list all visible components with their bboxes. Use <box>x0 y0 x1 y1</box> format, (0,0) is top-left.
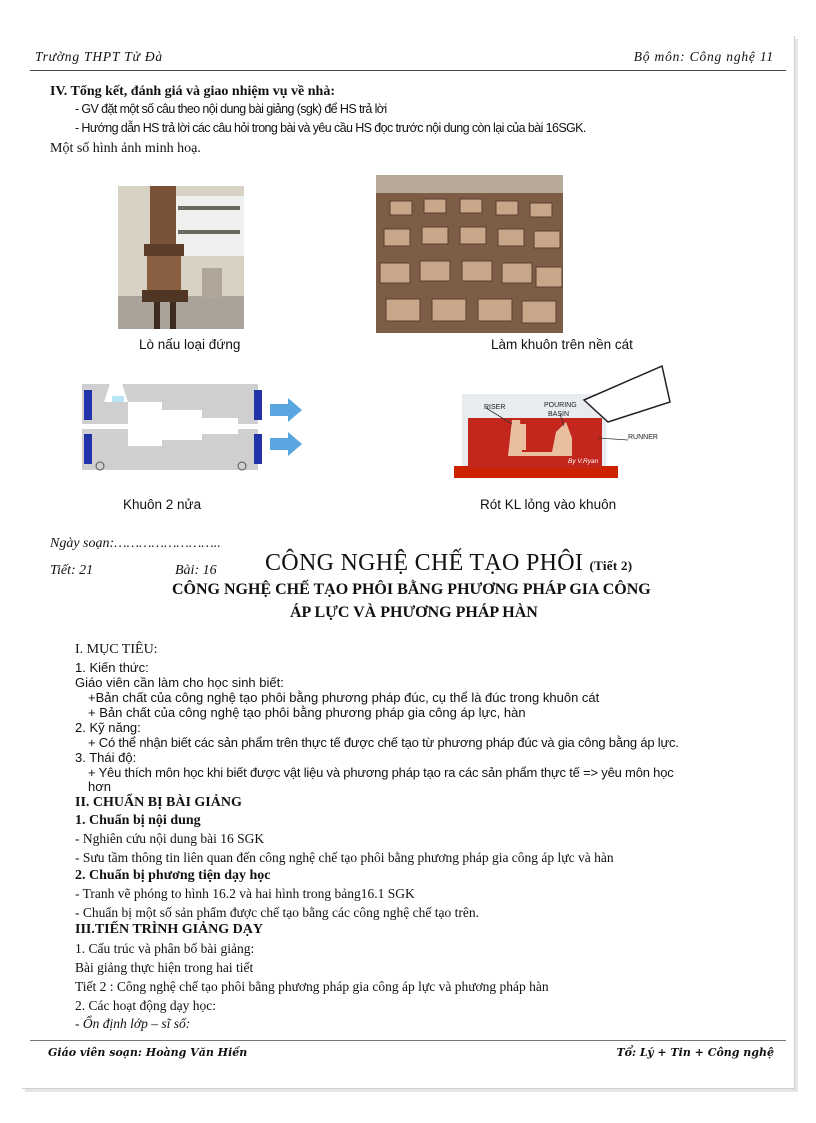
runner-label: RUNNER <box>628 434 658 441</box>
knowledge-intro: Giáo viên cần làm cho học sinh biết: <box>75 675 284 690</box>
content-prep-item-2: - Sưu tầm thông tin liên quan đến công nghệ chế tạo phôi bằng phương pháp gia công áp lực và hàn <box>75 850 614 865</box>
furnace-caption: Lò nấu loại đứng <box>139 337 241 352</box>
section-4-title: IV. Tổng kết, đánh giá và giao nhiệm vụ về nhà: <box>50 84 335 99</box>
knowledge-label: 1. Kiến thức: <box>75 660 149 675</box>
skills-label: 2. Kỹ năng: <box>75 720 141 735</box>
footer-group: Tổ: Lý + Tin + Công nghệ <box>616 1046 774 1059</box>
basin-label: BASIN <box>548 411 570 418</box>
structure-label: 1. Cấu trúc và phân bố bài giảng: <box>75 941 255 956</box>
illustrations-intro: Một số hình ảnh minh hoạ. <box>50 141 201 156</box>
procedure-heading: III.TIẾN TRÌNH GIẢNG DẠY <box>75 922 264 937</box>
pouring-label: POURING <box>544 402 577 409</box>
lesson-title-text: CÔNG NGHỆ CHẾ TẠO PHÔI <box>265 550 584 576</box>
header-divider <box>30 70 786 71</box>
two-part-mold-caption: Khuôn 2 nửa <box>123 497 202 512</box>
preparation-heading: II. CHUẨN BỊ BÀI GIẢNG <box>75 795 242 810</box>
lesson-title-suffix: (Tiết 2) <box>589 558 633 573</box>
lesson-subtitle-line-1: CÔNG NGHỆ CHẾ TẠO PHÔI BẰNG PHƯƠNG PHÁP GIA CÔNG <box>172 581 651 598</box>
header-department: Bộ môn: Công nghệ 11 <box>633 49 774 64</box>
attitude-label: 3. Thái độ: <box>75 750 137 765</box>
lesson-title <box>265 550 632 577</box>
sand-mold-drawing <box>376 175 563 333</box>
content-prep-item-1: - Nghiên cứu nội dung bài 16 SGK <box>75 831 265 846</box>
furnace-drawing <box>118 186 244 329</box>
content-prep-label: 1. Chuẩn bị nội dung <box>75 813 201 828</box>
header-school: Trường THPT Tử Đà <box>35 49 163 64</box>
section-4-item-2: - Hướng dẫn HS trả lời các câu hỏi trong bài và yêu cầu HS đọc trước nội dung còn lại của bài 16SGK. <box>75 121 586 135</box>
date-label: Ngày soạn:…………………….. <box>50 536 221 551</box>
means-prep-item-2: - Chuẩn bị một số sản phẩm được chế tạo bằng các công nghệ chế tạo trên. <box>75 905 479 920</box>
pouring-drawing <box>448 362 674 484</box>
activities-label: 2. Các hoạt động dạy học: <box>75 998 216 1013</box>
attitude-item-line-1: + Yêu thích môn học khi biết được vật liệu và phương pháp tạo ra các sản phẩm thực tế => yêu môn học <box>88 765 674 780</box>
lesson-number-label: Bài: 16 <box>175 563 217 578</box>
pouring-diagram <box>448 362 674 484</box>
knowledge-item-1: +Bản chất của công nghệ tạo phôi bằng phương pháp đúc, cụ thể là đúc trong khuôn cát <box>88 690 600 705</box>
procedure-line-1: Bài giảng thực hiện trong hai tiết <box>75 960 254 975</box>
pouring-caption: Rót KL lỏng vào khuôn <box>480 497 617 512</box>
skills-item: + Có thể nhận biết các sản phẩm trên thực tế được chế tạo từ phương pháp đúc và gia công bằng áp lực. <box>88 735 679 750</box>
furnace-photo <box>118 186 244 329</box>
period-label: Tiết: 21 <box>50 563 94 578</box>
two-part-mold-drawing <box>70 380 312 476</box>
footer-teacher: Giáo viên soạn: Hoàng Văn Hiền <box>48 1046 248 1059</box>
two-part-mold-diagram <box>70 380 312 476</box>
means-prep-item-1: - Tranh vẽ phóng to hình 16.2 và hai hình trong bảng16.1 SGK <box>75 886 415 901</box>
sand-mold-photo <box>376 175 563 333</box>
knowledge-item-2: + Bản chất của công nghệ tạo phôi bằng phương pháp gia công áp lực, hàn <box>88 705 526 720</box>
sand-mold-caption: Làm khuôn trên nền cát <box>491 337 633 352</box>
credit-label: By V.Ryan <box>568 458 599 465</box>
procedure-line-2: Tiết 2 : Công nghệ chế tạo phôi bằng phương pháp gia công áp lực và phương pháp hàn <box>75 979 549 994</box>
lesson-subtitle-line-2: ÁP LỰC VÀ PHƯƠNG PHÁP HÀN <box>290 604 538 621</box>
footer-divider <box>30 1040 786 1041</box>
class-check: - Ổn định lớp – sĩ số: <box>75 1016 191 1031</box>
means-prep-label: 2. Chuẩn bị phương tiện dạy học <box>75 868 271 883</box>
objectives-heading: I. MỤC TIÊU: <box>75 642 158 657</box>
riser-label: RISER <box>484 404 506 411</box>
section-4-item-1: - GV đặt một số câu theo nội dung bài giảng (sgk) để HS trả lời <box>75 102 387 116</box>
attitude-item-line-2: hơn <box>88 779 111 794</box>
